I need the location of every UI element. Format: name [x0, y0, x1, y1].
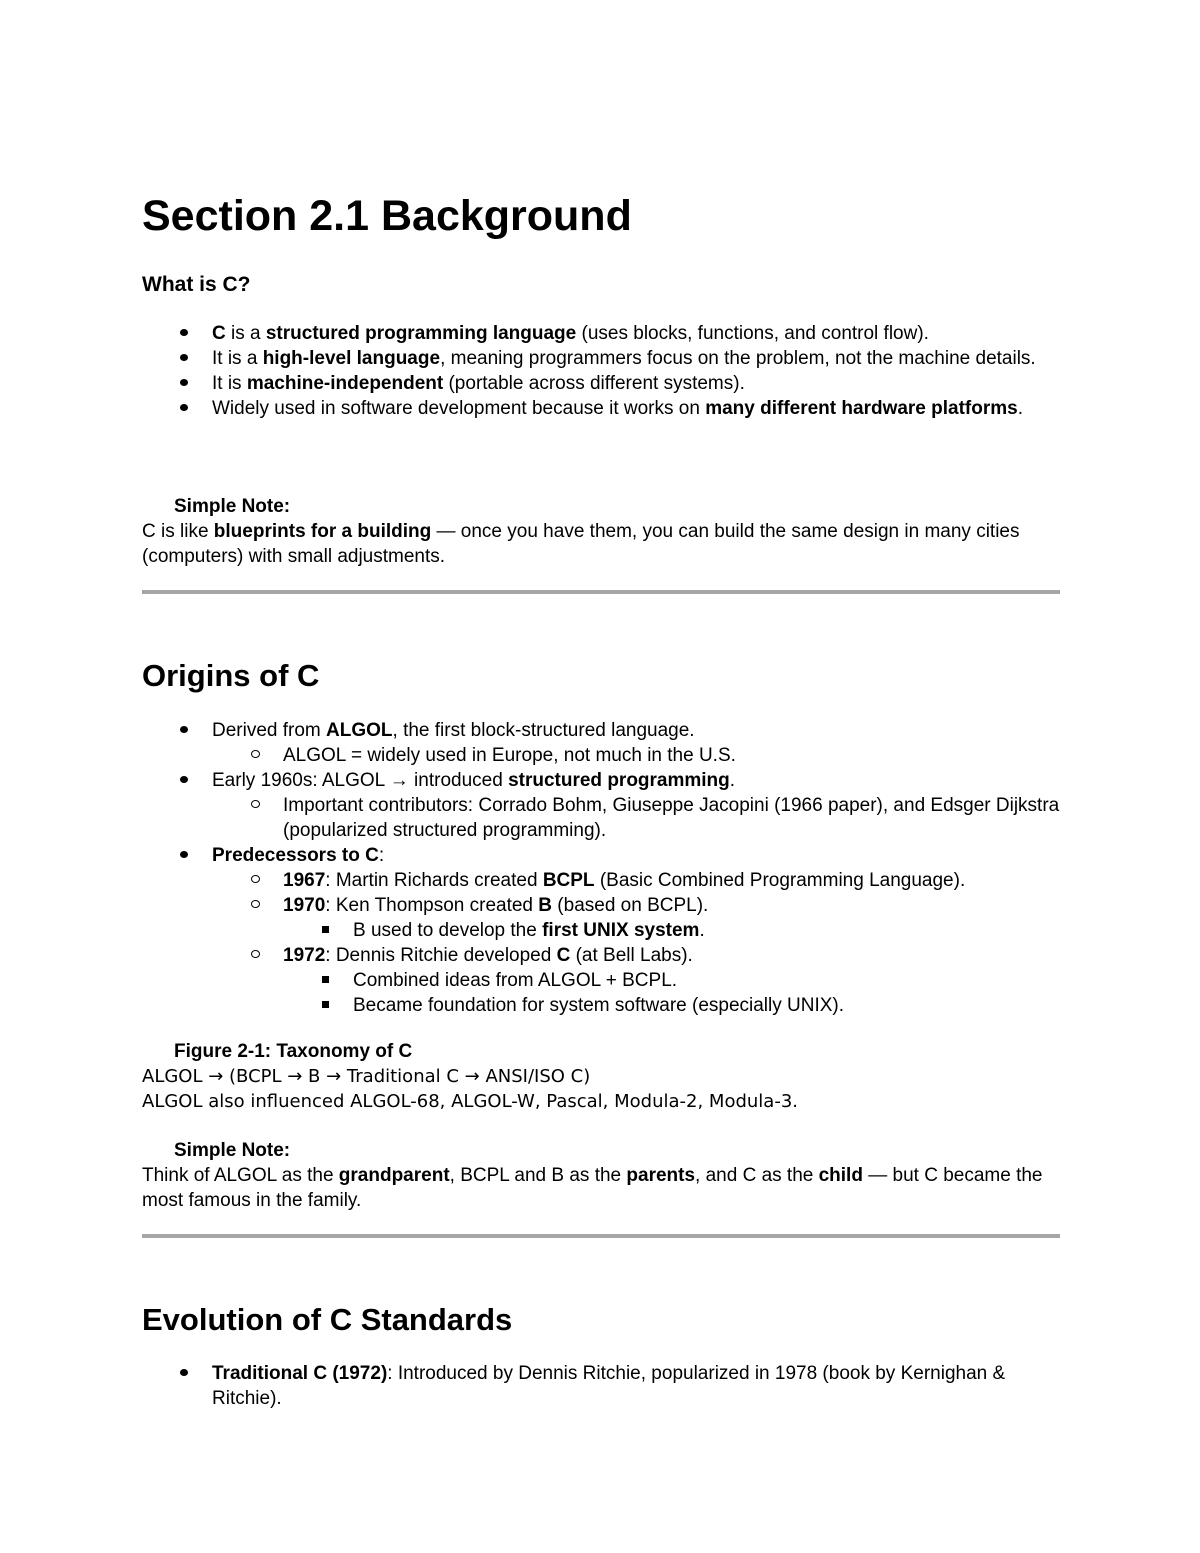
list-item: Became foundation for system software (especially UNIX).	[142, 993, 1060, 1018]
bullet-disc-icon	[174, 371, 194, 396]
list-item: Important contributors: Corrado Bohm, Giuseppe Jacopini (1966 paper), and Edsger Dijkstra (popularized structured programming).	[142, 793, 1060, 843]
bullet-disc-icon	[174, 346, 194, 371]
bullet-circle-icon	[245, 868, 265, 893]
list-item: 1972: Dennis Ritchie developed C (at Bell Labs).	[142, 943, 1060, 968]
bullet-disc-icon	[174, 321, 194, 346]
origins-list	[142, 718, 1060, 1018]
bullet-square-icon	[315, 918, 335, 943]
bullet-disc-icon	[174, 843, 194, 868]
origins-heading: Origins of C	[142, 658, 320, 693]
what-is-c-heading: What is C?	[142, 273, 251, 296]
bullet-circle-icon	[245, 943, 265, 968]
bullet-circle-icon	[245, 793, 265, 818]
simple-note-text: C is like blueprints for a building — once you have them, you can build the same design in many cities (computers) with small adjustments.	[142, 521, 1020, 567]
bullet-circle-icon	[245, 893, 265, 918]
simple-note-2	[142, 1138, 1060, 1213]
section-title: Section 2.1 Background	[142, 192, 632, 240]
list-item: 1970: Ken Thompson created B (based on BCPL).	[142, 893, 1060, 918]
bullet-disc-icon	[174, 1361, 194, 1386]
list-item: Early 1960s: ALGOL → introduced structured programming.	[142, 768, 1060, 793]
list-item: C is a structured programming language (uses blocks, functions, and control flow).	[142, 321, 1060, 346]
list-item: Predecessors to C:	[142, 843, 1060, 868]
bullet-circle-icon	[245, 743, 265, 768]
bullet-disc-icon	[174, 718, 194, 743]
simple-note-title: Simple Note:	[174, 1140, 291, 1161]
what-is-c-list	[142, 321, 1060, 421]
figure-line-1: ALGOL → (BCPL → B → Traditional C → ANSI/ISO C)	[142, 1066, 591, 1087]
bullet-disc-icon	[174, 768, 194, 793]
horizontal-divider	[142, 1234, 1060, 1238]
simple-note-title: Simple Note:	[174, 496, 291, 517]
evolution-heading: Evolution of C Standards	[142, 1302, 513, 1337]
list-item: 1967: Martin Richards created BCPL (Basic Combined Programming Language).	[142, 868, 1060, 893]
evolution-list	[142, 1361, 1060, 1411]
list-item: Traditional C (1972): Introduced by Dennis Ritchie, popularized in 1978 (book by Kernighan & Ritchie).	[142, 1361, 1060, 1411]
list-item: B used to develop the first UNIX system.	[142, 918, 1060, 943]
figure-line-2: ALGOL also influenced ALGOL-68, ALGOL-W, Pascal, Modula-2, Modula-3.	[142, 1091, 798, 1112]
list-item: Derived from ALGOL, the first block-structured language.	[142, 718, 1060, 743]
list-item: Combined ideas from ALGOL + BCPL.	[142, 968, 1060, 993]
bullet-square-icon	[315, 993, 335, 1018]
simple-note-text: Think of ALGOL as the grandparent, BCPL and B as the parents, and C as the child — but C became the most famous in the family.	[142, 1165, 1043, 1211]
simple-note-1	[142, 494, 1060, 569]
list-item: It is machine-independent (portable across different systems).	[142, 371, 1060, 396]
figure-2-1	[142, 1039, 1060, 1114]
list-item: ALGOL = widely used in Europe, not much in the U.S.	[142, 743, 1060, 768]
list-item: It is a high-level language, meaning programmers focus on the problem, not the machine details.	[142, 346, 1060, 371]
bullet-square-icon	[315, 968, 335, 993]
horizontal-divider	[142, 590, 1060, 594]
bullet-disc-icon	[174, 396, 194, 421]
list-item: Widely used in software development because it works on many different hardware platforms.	[142, 396, 1060, 421]
figure-title: Figure 2-1: Taxonomy of C	[174, 1041, 413, 1062]
